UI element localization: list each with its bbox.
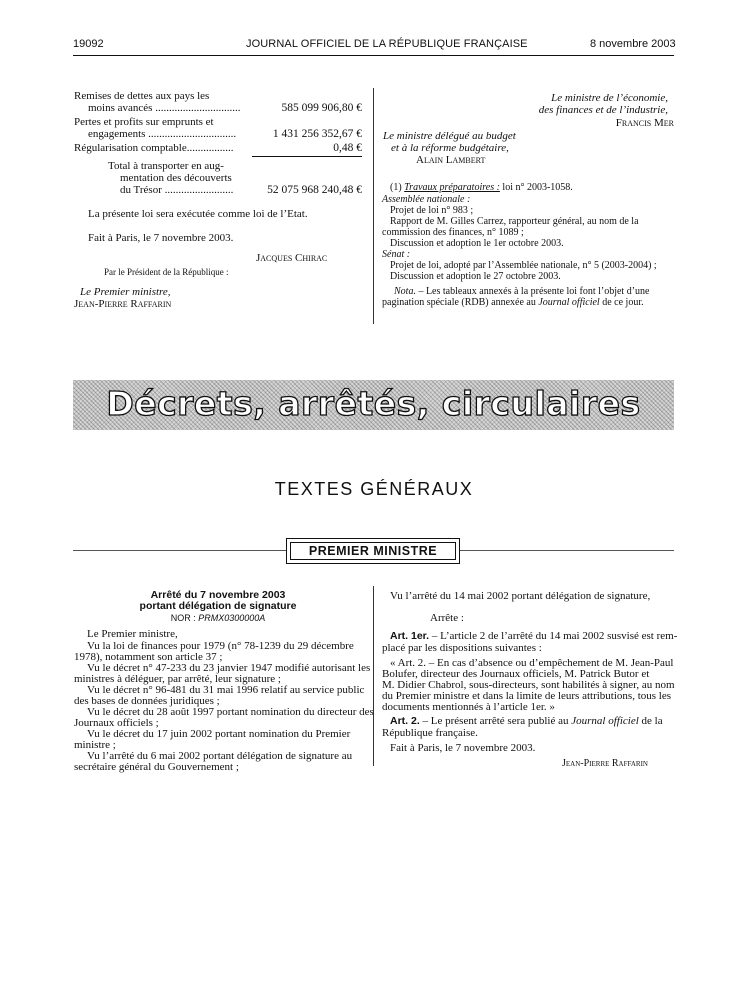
table-row-label: Total à transporter en aug-: [108, 160, 224, 172]
article-2-text: République française.: [382, 727, 478, 739]
article-2-label: Art. 2.: [390, 715, 420, 727]
nor-line: [73, 612, 363, 624]
table-row-label: moins avancés ...............................: [88, 102, 241, 114]
travaux-value: loi n° 2003-1058.: [502, 182, 573, 193]
ministry-rule: [460, 550, 674, 551]
article-2: [390, 715, 663, 727]
nota-text: pagination spéciale (RDB) annexée au: [382, 297, 539, 308]
president-signature: Jacques Chirac: [256, 252, 328, 264]
fait-a-paris: Fait à Paris, le 7 novembre 2003.: [88, 232, 234, 244]
table-row-value: 52 075 968 240,48 €: [267, 184, 362, 196]
arrete-signature: Jean-Pierre Raffarin: [562, 758, 648, 769]
quote-line: documents mentionnés à l’article 1er. »: [382, 701, 555, 713]
visa-line: Journaux officiels ;: [74, 717, 159, 729]
senat-line: Projet de loi, adopté par l’Assemblée nationale, n° 5 (2003-2004) ;: [390, 260, 657, 271]
header-rule: [73, 55, 674, 56]
visa-line: Vu le décret n° 47-233 du 23 janvier 1947 modifié autorisant les: [87, 662, 371, 674]
total-rule: [252, 156, 362, 157]
section-title: TEXTES GÉNÉRAUX: [274, 479, 474, 499]
pm-signature: Jean-Pierre Raffarin: [74, 298, 172, 310]
quote-line: Bolufer, directeur des Journaux officiels, M. Patrick Butor et: [382, 668, 650, 680]
table-row-value: 585 099 906,80 €: [281, 102, 362, 114]
article-2-text: de la: [638, 715, 663, 727]
table-row-label: mentation des découverts: [120, 172, 232, 184]
journal-title: JOURNAL OFFICIEL DE LA RÉPUBLIQUE FRANÇAISE: [246, 38, 528, 50]
visa-line: Vu le décret du 28 août 1997 portant nomination du directeur des: [87, 706, 374, 718]
an-label: Assemblée nationale :: [382, 194, 471, 205]
by-the-president: Par le Président de la République :: [104, 267, 229, 277]
execution-clause: La présente loi sera exécutée comme loi de l’Etat.: [88, 208, 308, 220]
visa-line: Vu la loi de finances pour 1979 (n° 78-1239 du 29 décembre: [87, 640, 354, 652]
table-row-label: Remises de dettes aux pays les: [74, 90, 210, 102]
visa-line: Vu le décret n° 96-481 du 31 mai 1996 relatif au service public: [87, 684, 365, 696]
travaux-label: Travaux préparatoires :: [404, 182, 500, 193]
minister-title: des finances et de l’industrie,: [538, 104, 668, 116]
section-banner: [73, 380, 674, 430]
minister-title: Le ministre de l’économie,: [551, 92, 668, 104]
article-1-label: Art. 1er.: [390, 630, 430, 642]
journal-officiel-ref: Journal officiel: [538, 297, 600, 308]
visa-line: Le Premier ministre,: [87, 628, 178, 640]
journal-officiel-ref: Journal officiel: [571, 715, 639, 727]
an-line: Projet de loi n° 983 ;: [390, 205, 474, 216]
table-row-value: 1 431 256 352,67 €: [272, 128, 362, 140]
nor-value: PRMX0300000A: [198, 613, 266, 623]
column-divider: [373, 586, 374, 766]
article-1: [390, 630, 677, 642]
senat-line: Discussion et adoption le 27 octobre 2003.: [390, 271, 561, 282]
arrete-fait: Fait à Paris, le 7 novembre 2003.: [390, 742, 536, 754]
table-row-label: engagements ................................: [88, 128, 237, 140]
visa-line: Vu l’arrêté du 6 mai 2002 portant délégation de signature au: [87, 750, 353, 762]
quote-line: « Art. 2. – En cas d’absence ou d’empêchement de M. Jean-Paul: [390, 657, 674, 669]
visa-line: secrétaire général du Gouvernement ;: [74, 761, 239, 773]
delegate-signature: Alain Lambert: [416, 154, 486, 166]
nor-label: NOR :: [170, 613, 199, 623]
delegate-title: Le ministre délégué au budget: [383, 130, 516, 142]
quote-line: du Premier ministre et dans la limite de leurs attributions, tous les: [382, 690, 672, 702]
footnote-ref: (1): [390, 182, 402, 193]
table-row-label: Régularisation comptable.................: [74, 142, 234, 154]
senat-label: Sénat :: [382, 249, 411, 260]
ministry-rule: [73, 550, 286, 551]
issue-date: 8 novembre 2003: [590, 38, 676, 50]
visa-line: ministres à déléguer, par arrêté, leur signature ;: [74, 673, 281, 685]
visa-line: ministre ;: [74, 739, 116, 751]
an-line: commission des finances, n° 1089 ;: [382, 227, 524, 238]
ministry-name: PREMIER MINISTRE: [290, 542, 456, 560]
an-line: Discussion et adoption le 1er octobre 2003.: [390, 238, 564, 249]
minister-signature: Francis Mer: [615, 117, 674, 129]
table-row-label: du Trésor .........................: [120, 184, 234, 196]
page-number: 19092: [73, 38, 104, 50]
an-line: Rapport de M. Gilles Carrez, rapporteur général, au nom de la: [390, 216, 639, 227]
ministry-box: [286, 538, 460, 564]
table-row-label: Pertes et profits sur emprunts et: [74, 116, 214, 128]
arrete-label: Arrête :: [430, 612, 464, 624]
visa-line: Vu le décret du 17 juin 2002 portant nomination du Premier: [87, 728, 351, 740]
article-1-text: placé par les dispositions suivantes :: [382, 642, 542, 654]
delegate-title: et à la réforme budgétaire,: [391, 142, 509, 154]
visa-line: des bases de données juridiques ;: [74, 695, 220, 707]
nota-line: [382, 297, 644, 309]
nota-text: de ce jour.: [599, 297, 644, 308]
pm-title: Le Premier ministre,: [80, 286, 171, 298]
quote-line: M. Didier Chabrol, sous-directeurs, sont habilités à signer, au nom: [382, 679, 675, 691]
footnote-travaux: [390, 182, 573, 194]
nota-text: – Les tableaux annexés à la présente loi font l’objet d’une: [415, 286, 650, 297]
article-1-text: – L’article 2 de l’arrêté du 14 mai 2002 susvisé est rem-: [429, 630, 678, 642]
table-row-value: 0,48 €: [333, 142, 362, 154]
arrete-subtitle: portant délégation de signature: [139, 600, 297, 612]
nota-label: Nota.: [394, 286, 416, 297]
arrete-title: Arrêté du 7 novembre 2003: [150, 589, 286, 601]
vu-line: Vu l’arrêté du 14 mai 2002 portant délégation de signature,: [390, 590, 651, 602]
visa-line: 1978), notamment son article 37 ;: [74, 651, 223, 663]
article-2-text: – Le présent arrêté sera publié au: [419, 715, 572, 727]
column-divider: [373, 88, 374, 324]
banner-title: Décrets, arrêtés, circulaires: [106, 384, 641, 423]
